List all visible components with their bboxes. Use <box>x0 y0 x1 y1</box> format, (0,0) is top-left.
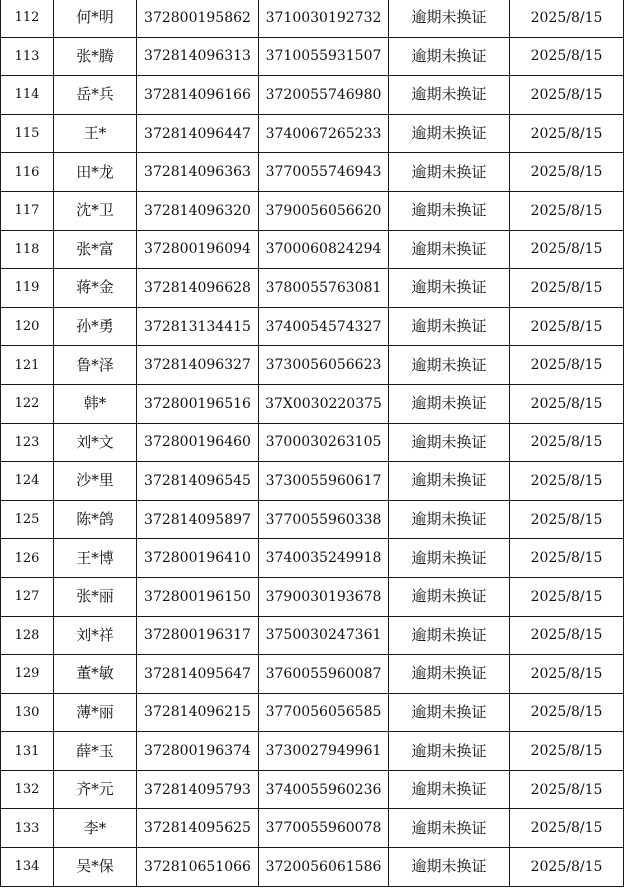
id-number-cell: 372814096327 <box>137 346 259 385</box>
certificate-number-cell: 3750030247361 <box>259 616 389 655</box>
date-cell: 2025/8/15 <box>510 732 624 771</box>
date-cell: 2025/8/15 <box>510 693 624 732</box>
date-cell: 2025/8/15 <box>510 153 624 192</box>
name-cell: 何*明 <box>54 0 137 37</box>
table-row <box>1 732 624 771</box>
id-number-cell: 372814095625 <box>137 809 259 848</box>
table-row <box>1 500 624 539</box>
name-cell: 韩* <box>54 384 137 423</box>
status-cell: 逾期未换证 <box>389 191 510 230</box>
row-number-cell: 128 <box>1 616 54 655</box>
certificate-number-cell: 3790030193678 <box>259 577 389 616</box>
id-number-cell: 372814096545 <box>137 462 259 501</box>
date-cell: 2025/8/15 <box>510 0 624 37</box>
table-row <box>1 423 624 462</box>
name-cell: 薄*丽 <box>54 693 137 732</box>
name-cell: 陈*鸽 <box>54 500 137 539</box>
certificate-number-cell: 3720056061586 <box>259 848 389 887</box>
name-cell: 岳*兵 <box>54 76 137 115</box>
date-cell: 2025/8/15 <box>510 539 624 578</box>
certificate-number-cell: 3770055960078 <box>259 809 389 848</box>
row-number-cell: 121 <box>1 346 54 385</box>
row-number-cell: 134 <box>1 848 54 887</box>
name-cell: 田*龙 <box>54 153 137 192</box>
certificate-number-cell: 3770056056585 <box>259 693 389 732</box>
status-cell: 逾期未换证 <box>389 732 510 771</box>
table-row <box>1 153 624 192</box>
id-number-cell: 372814095647 <box>137 655 259 694</box>
table-row <box>1 848 624 887</box>
table-row <box>1 114 624 153</box>
id-number-cell: 372814096215 <box>137 693 259 732</box>
date-cell: 2025/8/15 <box>510 500 624 539</box>
date-cell: 2025/8/15 <box>510 37 624 76</box>
row-number-cell: 126 <box>1 539 54 578</box>
table-row <box>1 809 624 848</box>
date-cell: 2025/8/15 <box>510 616 624 655</box>
date-cell: 2025/8/15 <box>510 770 624 809</box>
status-cell: 逾期未换证 <box>389 539 510 578</box>
certificate-number-cell: 3710055931507 <box>259 37 389 76</box>
row-number-cell: 132 <box>1 770 54 809</box>
row-number-cell: 127 <box>1 577 54 616</box>
date-cell: 2025/8/15 <box>510 423 624 462</box>
name-cell: 张*富 <box>54 230 137 269</box>
date-cell: 2025/8/15 <box>510 462 624 501</box>
table-row <box>1 577 624 616</box>
certificate-number-cell: 3730027949961 <box>259 732 389 771</box>
id-number-cell: 372800196150 <box>137 577 259 616</box>
status-cell: 逾期未换证 <box>389 462 510 501</box>
name-cell: 吴*保 <box>54 848 137 887</box>
date-cell: 2025/8/15 <box>510 230 624 269</box>
date-cell: 2025/8/15 <box>510 346 624 385</box>
row-number-cell: 130 <box>1 693 54 732</box>
name-cell: 张*丽 <box>54 577 137 616</box>
name-cell: 张*腾 <box>54 37 137 76</box>
name-cell: 沈*卫 <box>54 191 137 230</box>
id-number-cell: 372814096628 <box>137 269 259 308</box>
certificate-number-cell: 3700060824294 <box>259 230 389 269</box>
table-row <box>1 693 624 732</box>
status-cell: 逾期未换证 <box>389 577 510 616</box>
id-number-cell: 372814095793 <box>137 770 259 809</box>
table-row <box>1 191 624 230</box>
table-row <box>1 770 624 809</box>
certificate-number-cell: 37X0030220375 <box>259 384 389 423</box>
status-cell: 逾期未换证 <box>389 848 510 887</box>
status-cell: 逾期未换证 <box>389 655 510 694</box>
id-number-cell: 372800196094 <box>137 230 259 269</box>
table-row <box>1 655 624 694</box>
certificate-number-cell: 3720055746980 <box>259 76 389 115</box>
id-number-cell: 372814096313 <box>137 37 259 76</box>
status-cell: 逾期未换证 <box>389 693 510 732</box>
certificate-number-cell: 3710030192732 <box>259 0 389 37</box>
row-number-cell: 122 <box>1 384 54 423</box>
name-cell: 孙*勇 <box>54 307 137 346</box>
row-number-cell: 120 <box>1 307 54 346</box>
status-cell: 逾期未换证 <box>389 616 510 655</box>
row-number-cell: 124 <box>1 462 54 501</box>
certificate-number-cell: 3740054574327 <box>259 307 389 346</box>
name-cell: 刘*祥 <box>54 616 137 655</box>
name-cell: 李* <box>54 809 137 848</box>
name-cell: 薛*玉 <box>54 732 137 771</box>
id-number-cell: 372814096447 <box>137 114 259 153</box>
row-number-cell: 114 <box>1 76 54 115</box>
date-cell: 2025/8/15 <box>510 577 624 616</box>
table-row <box>1 269 624 308</box>
row-number-cell: 117 <box>1 191 54 230</box>
status-cell: 逾期未换证 <box>389 307 510 346</box>
date-cell: 2025/8/15 <box>510 307 624 346</box>
id-number-cell: 372814096363 <box>137 153 259 192</box>
row-number-cell: 125 <box>1 500 54 539</box>
table-row <box>1 539 624 578</box>
table-row <box>1 462 624 501</box>
date-cell: 2025/8/15 <box>510 384 624 423</box>
name-cell: 沙*里 <box>54 462 137 501</box>
status-cell: 逾期未换证 <box>389 809 510 848</box>
id-number-cell: 372800195862 <box>137 0 259 37</box>
table-row <box>1 307 624 346</box>
row-number-cell: 112 <box>1 0 54 37</box>
row-number-cell: 123 <box>1 423 54 462</box>
table-row <box>1 37 624 76</box>
status-cell: 逾期未换证 <box>389 770 510 809</box>
certificate-number-cell: 3700030263105 <box>259 423 389 462</box>
date-cell: 2025/8/15 <box>510 269 624 308</box>
row-number-cell: 131 <box>1 732 54 771</box>
date-cell: 2025/8/15 <box>510 114 624 153</box>
id-number-cell: 372800196317 <box>137 616 259 655</box>
row-number-cell: 133 <box>1 809 54 848</box>
date-cell: 2025/8/15 <box>510 655 624 694</box>
table-row <box>1 0 624 37</box>
date-cell: 2025/8/15 <box>510 848 624 887</box>
name-cell: 鲁*泽 <box>54 346 137 385</box>
id-number-cell: 372800196410 <box>137 539 259 578</box>
status-cell: 逾期未换证 <box>389 384 510 423</box>
id-number-cell: 372800196374 <box>137 732 259 771</box>
certificate-number-cell: 3740055960236 <box>259 770 389 809</box>
name-cell: 刘*文 <box>54 423 137 462</box>
row-number-cell: 129 <box>1 655 54 694</box>
id-number-cell: 372810651066 <box>137 848 259 887</box>
status-cell: 逾期未换证 <box>389 114 510 153</box>
certificate-number-cell: 3730056056623 <box>259 346 389 385</box>
name-cell: 齐*元 <box>54 770 137 809</box>
row-number-cell: 118 <box>1 230 54 269</box>
name-cell: 董*敏 <box>54 655 137 694</box>
status-cell: 逾期未换证 <box>389 500 510 539</box>
row-number-cell: 116 <box>1 153 54 192</box>
status-cell: 逾期未换证 <box>389 269 510 308</box>
records-table-body <box>1 0 624 886</box>
table-row <box>1 346 624 385</box>
status-cell: 逾期未换证 <box>389 37 510 76</box>
certificate-number-cell: 3770055960338 <box>259 500 389 539</box>
date-cell: 2025/8/15 <box>510 809 624 848</box>
status-cell: 逾期未换证 <box>389 76 510 115</box>
name-cell: 蒋*金 <box>54 269 137 308</box>
name-cell: 王* <box>54 114 137 153</box>
status-cell: 逾期未换证 <box>389 230 510 269</box>
table-row <box>1 76 624 115</box>
row-number-cell: 115 <box>1 114 54 153</box>
certificate-number-cell: 3790056056620 <box>259 191 389 230</box>
date-cell: 2025/8/15 <box>510 76 624 115</box>
status-cell: 逾期未换证 <box>389 346 510 385</box>
status-cell: 逾期未换证 <box>389 0 510 37</box>
certificate-number-cell: 3740035249918 <box>259 539 389 578</box>
id-number-cell: 372813134415 <box>137 307 259 346</box>
id-number-cell: 372814096166 <box>137 76 259 115</box>
row-number-cell: 119 <box>1 269 54 308</box>
certificate-number-cell: 3780055763081 <box>259 269 389 308</box>
table-row <box>1 230 624 269</box>
status-cell: 逾期未换证 <box>389 153 510 192</box>
date-cell: 2025/8/15 <box>510 191 624 230</box>
certificate-number-cell: 3740067265233 <box>259 114 389 153</box>
certificate-number-cell: 3770055746943 <box>259 153 389 192</box>
certificate-number-cell: 3730055960617 <box>259 462 389 501</box>
id-number-cell: 372814095897 <box>137 500 259 539</box>
table-row <box>1 616 624 655</box>
certificate-number-cell: 3760055960087 <box>259 655 389 694</box>
row-number-cell: 113 <box>1 37 54 76</box>
id-number-cell: 372800196460 <box>137 423 259 462</box>
name-cell: 王*博 <box>54 539 137 578</box>
table-row <box>1 384 624 423</box>
id-number-cell: 372800196516 <box>137 384 259 423</box>
id-number-cell: 372814096320 <box>137 191 259 230</box>
status-cell: 逾期未换证 <box>389 423 510 462</box>
